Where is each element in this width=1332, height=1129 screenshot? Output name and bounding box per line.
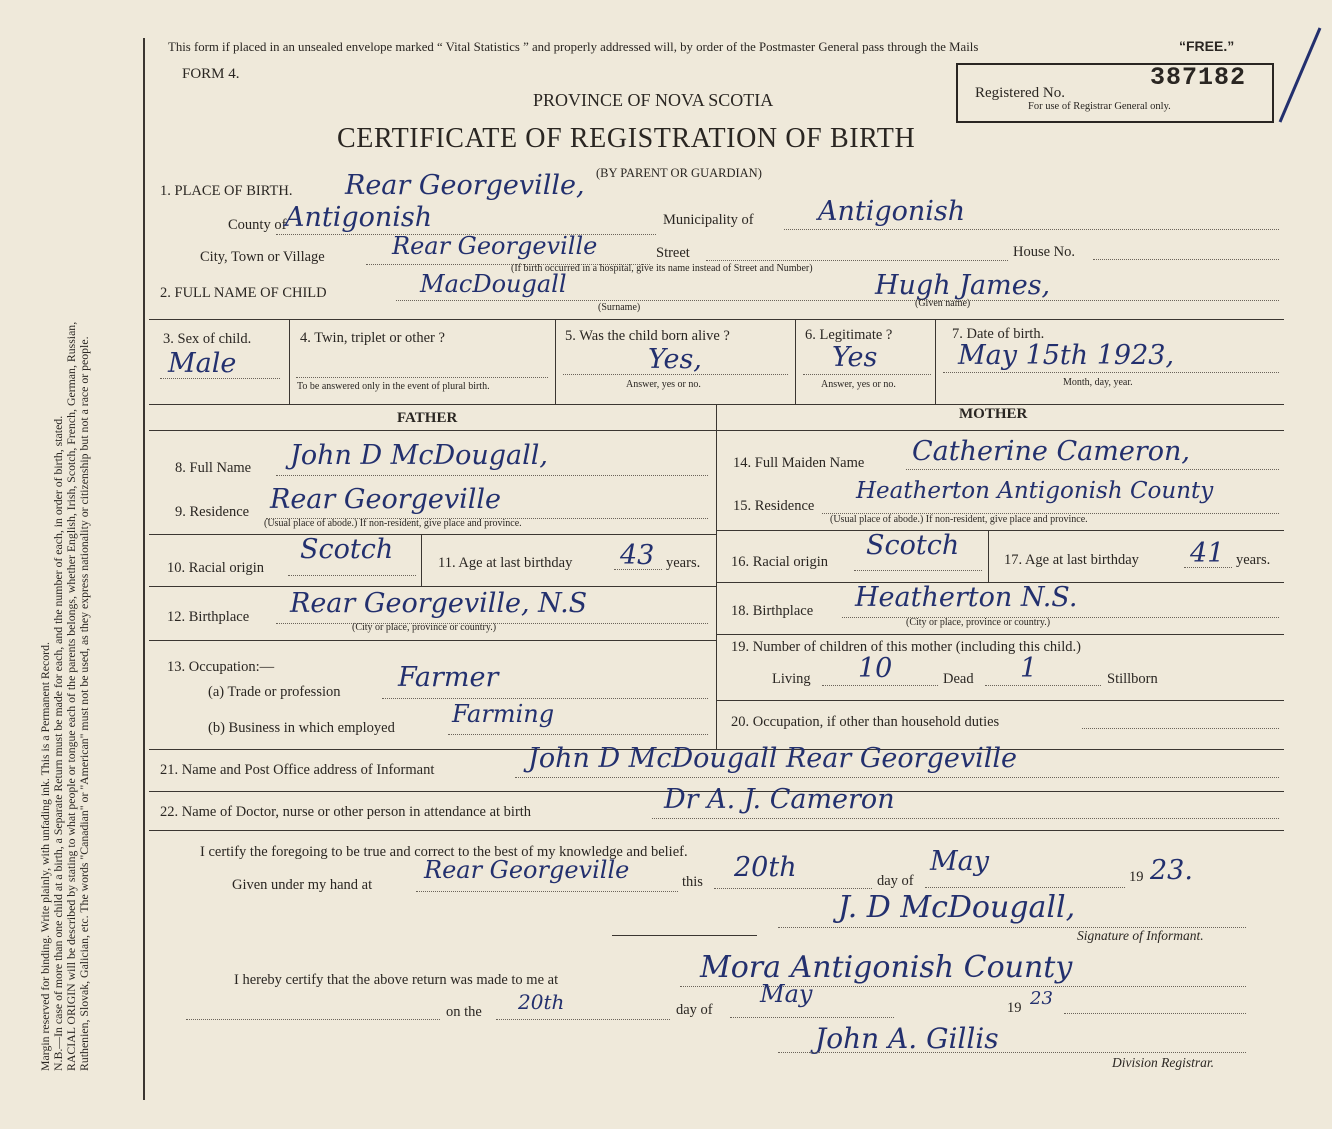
legitimate-label: 6. Legitimate ? bbox=[805, 327, 893, 343]
informant-signature: J. D McDougall, bbox=[838, 890, 1076, 925]
margin-rule bbox=[143, 38, 145, 1100]
registrar-signature: John A. Gillis bbox=[815, 1022, 999, 1055]
mother-birthplace-label: 18. Birthplace bbox=[731, 603, 814, 619]
child-given-name: Hugh James, bbox=[875, 270, 1051, 301]
margin-notes bbox=[39, 61, 91, 1071]
street-label: Street bbox=[656, 245, 690, 261]
given-name-caption: (Given name) bbox=[915, 298, 971, 309]
father-residence-caption: (Usual place of abode.) If non-resident, give place and province. bbox=[264, 518, 522, 529]
margin-line-4: Ruthenien, Slovak, Galician, etc. The words "Canadian" or "American" must not be used, as they express nationality or citizenship but not a race or people. bbox=[77, 336, 91, 1071]
mother-residence-caption: (Usual place of abode.) If non-resident, give place and province. bbox=[830, 514, 1088, 525]
certify-day-of-label: day of bbox=[877, 873, 914, 889]
child-surname: MacDougall bbox=[420, 270, 567, 298]
certify-year-prefix: 19 bbox=[1129, 869, 1144, 885]
children-count-label: 19. Number of children of this mother (including this child.) bbox=[731, 639, 1081, 655]
form-number: FORM 4. bbox=[182, 66, 240, 82]
margin-line-3: RACIAL ORIGIN will be described by stating to what people or tongue each of the parents belongs, whether English, Irish, Scotch, French, German, Russian, bbox=[64, 321, 78, 1071]
informant-value: John D McDougall Rear Georgeville bbox=[528, 743, 1017, 774]
born-alive-value: Yes, bbox=[648, 344, 702, 375]
county-label: County of bbox=[228, 217, 287, 233]
this-label: this bbox=[682, 874, 703, 890]
trade-value: Farmer bbox=[398, 662, 499, 693]
business-value: Farming bbox=[452, 700, 555, 728]
mother-years-label: years. bbox=[1236, 552, 1271, 568]
father-age-label: 11. Age at last birthday bbox=[438, 555, 573, 571]
division-registrar-caption: Division Registrar. bbox=[1112, 1055, 1215, 1070]
child-name-label: 2. FULL NAME OF CHILD bbox=[160, 285, 327, 301]
doctor-label: 22. Name of Doctor, nurse or other person in attendance at birth bbox=[160, 804, 532, 820]
date-of-birth-label: 7. Date of birth. bbox=[952, 326, 1045, 342]
certify-day-value: 20th bbox=[734, 852, 797, 883]
registered-number: 387182 bbox=[1150, 63, 1247, 92]
registrar-year-prefix: 19 bbox=[1007, 1000, 1022, 1016]
alive-answer-caption: Answer, yes or no. bbox=[626, 379, 701, 390]
born-alive-label: 5. Was the child born alive ? bbox=[565, 328, 730, 344]
municipality-label: Municipality of bbox=[663, 212, 754, 228]
mother-race-label: 16. Racial origin bbox=[731, 554, 829, 570]
certificate-subtitle: (BY PARENT OR GUARDIAN) bbox=[596, 166, 762, 180]
certificate-title: CERTIFICATE OF REGISTRATION OF BIRTH bbox=[337, 123, 916, 154]
father-birthplace-caption: (City or place, province or country.) bbox=[352, 622, 497, 633]
doctor-value: Dr A. J. Cameron bbox=[664, 784, 895, 815]
mother-name-value: Catherine Cameron, bbox=[912, 436, 1190, 467]
father-race-value: Scotch bbox=[300, 534, 394, 565]
father-birthplace-value: Rear Georgeville, N.S bbox=[290, 588, 588, 619]
mother-name-label: 14. Full Maiden Name bbox=[733, 455, 865, 471]
father-name-value: John D McDougall, bbox=[290, 440, 548, 471]
father-heading: FATHER bbox=[397, 410, 458, 426]
county-value: Antigonish bbox=[285, 202, 433, 233]
father-years-label: years. bbox=[666, 555, 701, 571]
mother-birthplace-value: Heatherton N.S. bbox=[855, 582, 1078, 613]
sex-value: Male bbox=[168, 348, 237, 379]
registrar-day-of-label: day of bbox=[676, 1002, 713, 1018]
margin-line-1: Margin reserved for binding. Write plainly, with unfading ink. This is a Permanent Record. bbox=[38, 642, 52, 1071]
city-value: Rear Georgeville bbox=[392, 232, 598, 260]
registrar-statement: I hereby certify that the above return was made to me at bbox=[234, 972, 559, 988]
check-mark bbox=[1270, 20, 1330, 130]
legit-answer-caption: Answer, yes or no. bbox=[821, 379, 896, 390]
twin-note: To be answered only in the event of plural birth. bbox=[297, 381, 490, 392]
date-of-birth-value: May 15th 1923, bbox=[958, 340, 1175, 371]
trade-label: (a) Trade or profession bbox=[208, 684, 341, 700]
business-label: (b) Business in which employed bbox=[208, 720, 395, 736]
registrar-place-value: Mora Antigonish County bbox=[700, 950, 1073, 985]
certify-month-value: May bbox=[930, 846, 989, 877]
father-birthplace-label: 12. Birthplace bbox=[167, 609, 250, 625]
legitimate-value: Yes bbox=[832, 342, 878, 373]
place-of-birth-value: Rear Georgeville, bbox=[345, 170, 585, 201]
registered-label: Registered No. bbox=[975, 85, 1065, 101]
father-residence-label: 9. Residence bbox=[175, 504, 250, 520]
mother-occupation-label: 20. Occupation, if other than household duties bbox=[731, 714, 1000, 730]
father-name-label: 8. Full Name bbox=[175, 460, 252, 476]
sex-label: 3. Sex of child. bbox=[163, 331, 252, 347]
father-race-label: 10. Racial origin bbox=[167, 560, 265, 576]
certify-year-value: 23. bbox=[1150, 855, 1193, 886]
living-value: 10 bbox=[858, 653, 893, 684]
mother-residence-value: Heatherton Antigonish County bbox=[856, 478, 1214, 504]
municipality-value: Antigonish bbox=[818, 196, 966, 227]
house-number-label: House No. bbox=[1013, 244, 1076, 260]
father-residence-value: Rear Georgeville bbox=[270, 484, 502, 515]
date-caption: Month, day, year. bbox=[1063, 377, 1133, 388]
dead-label: Dead bbox=[943, 671, 974, 687]
registrar-month-value: May bbox=[760, 980, 813, 1008]
free-label: “FREE.” bbox=[1179, 38, 1235, 54]
twin-label: 4. Twin, triplet or other ? bbox=[300, 330, 445, 346]
registrar-general-note: For use of Registrar General only. bbox=[1028, 101, 1171, 112]
mother-birthplace-caption: (City or place, province or country.) bbox=[906, 617, 1051, 628]
mail-notice: This form if placed in an unsealed envelope marked “ Vital Statistics ” and properly addressed will, by order of the Postmaster General pass through the Mails bbox=[168, 40, 979, 54]
given-under-label: Given under my hand at bbox=[232, 877, 373, 893]
given-place-value: Rear Georgeville bbox=[424, 856, 630, 884]
stillborn-label: Stillborn bbox=[1107, 671, 1158, 687]
father-age-value: 43 bbox=[620, 540, 655, 571]
registration-box bbox=[956, 63, 1274, 123]
city-label: City, Town or Village bbox=[200, 249, 325, 265]
margin-line-2: N.B.—In case of more than one child at a birth, a Separate Return must be made for each, and the number of each, in order of birth, stated. bbox=[51, 415, 65, 1071]
certify-statement: I certify the foregoing to be true and correct to the best of my knowledge and belief. bbox=[200, 844, 688, 860]
mother-residence-label: 15. Residence bbox=[733, 498, 815, 514]
surname-caption: (Surname) bbox=[598, 302, 641, 313]
mother-race-value: Scotch bbox=[866, 530, 960, 561]
registrar-on-the-label: on the bbox=[446, 1004, 482, 1020]
dead-value: 1 bbox=[1020, 653, 1038, 684]
occupation-label: 13. Occupation:— bbox=[167, 659, 275, 675]
registrar-day-value: 20th bbox=[518, 990, 565, 1014]
mother-heading: MOTHER bbox=[959, 406, 1028, 422]
living-label: Living bbox=[772, 671, 811, 687]
registrar-year-value: 23 bbox=[1030, 988, 1053, 1009]
mother-age-value: 41 bbox=[1190, 538, 1225, 569]
place-of-birth-label: 1. PLACE OF BIRTH. bbox=[160, 183, 293, 199]
informant-label: 21. Name and Post Office address of Informant bbox=[160, 762, 435, 778]
province-heading: PROVINCE OF NOVA SCOTIA bbox=[533, 90, 774, 110]
hospital-note: (If birth occurred in a hospital, give its name instead of Street and Number) bbox=[511, 263, 813, 274]
informant-signature-caption: Signature of Informant. bbox=[1077, 928, 1204, 943]
mother-age-label: 17. Age at last birthday bbox=[1004, 552, 1139, 568]
